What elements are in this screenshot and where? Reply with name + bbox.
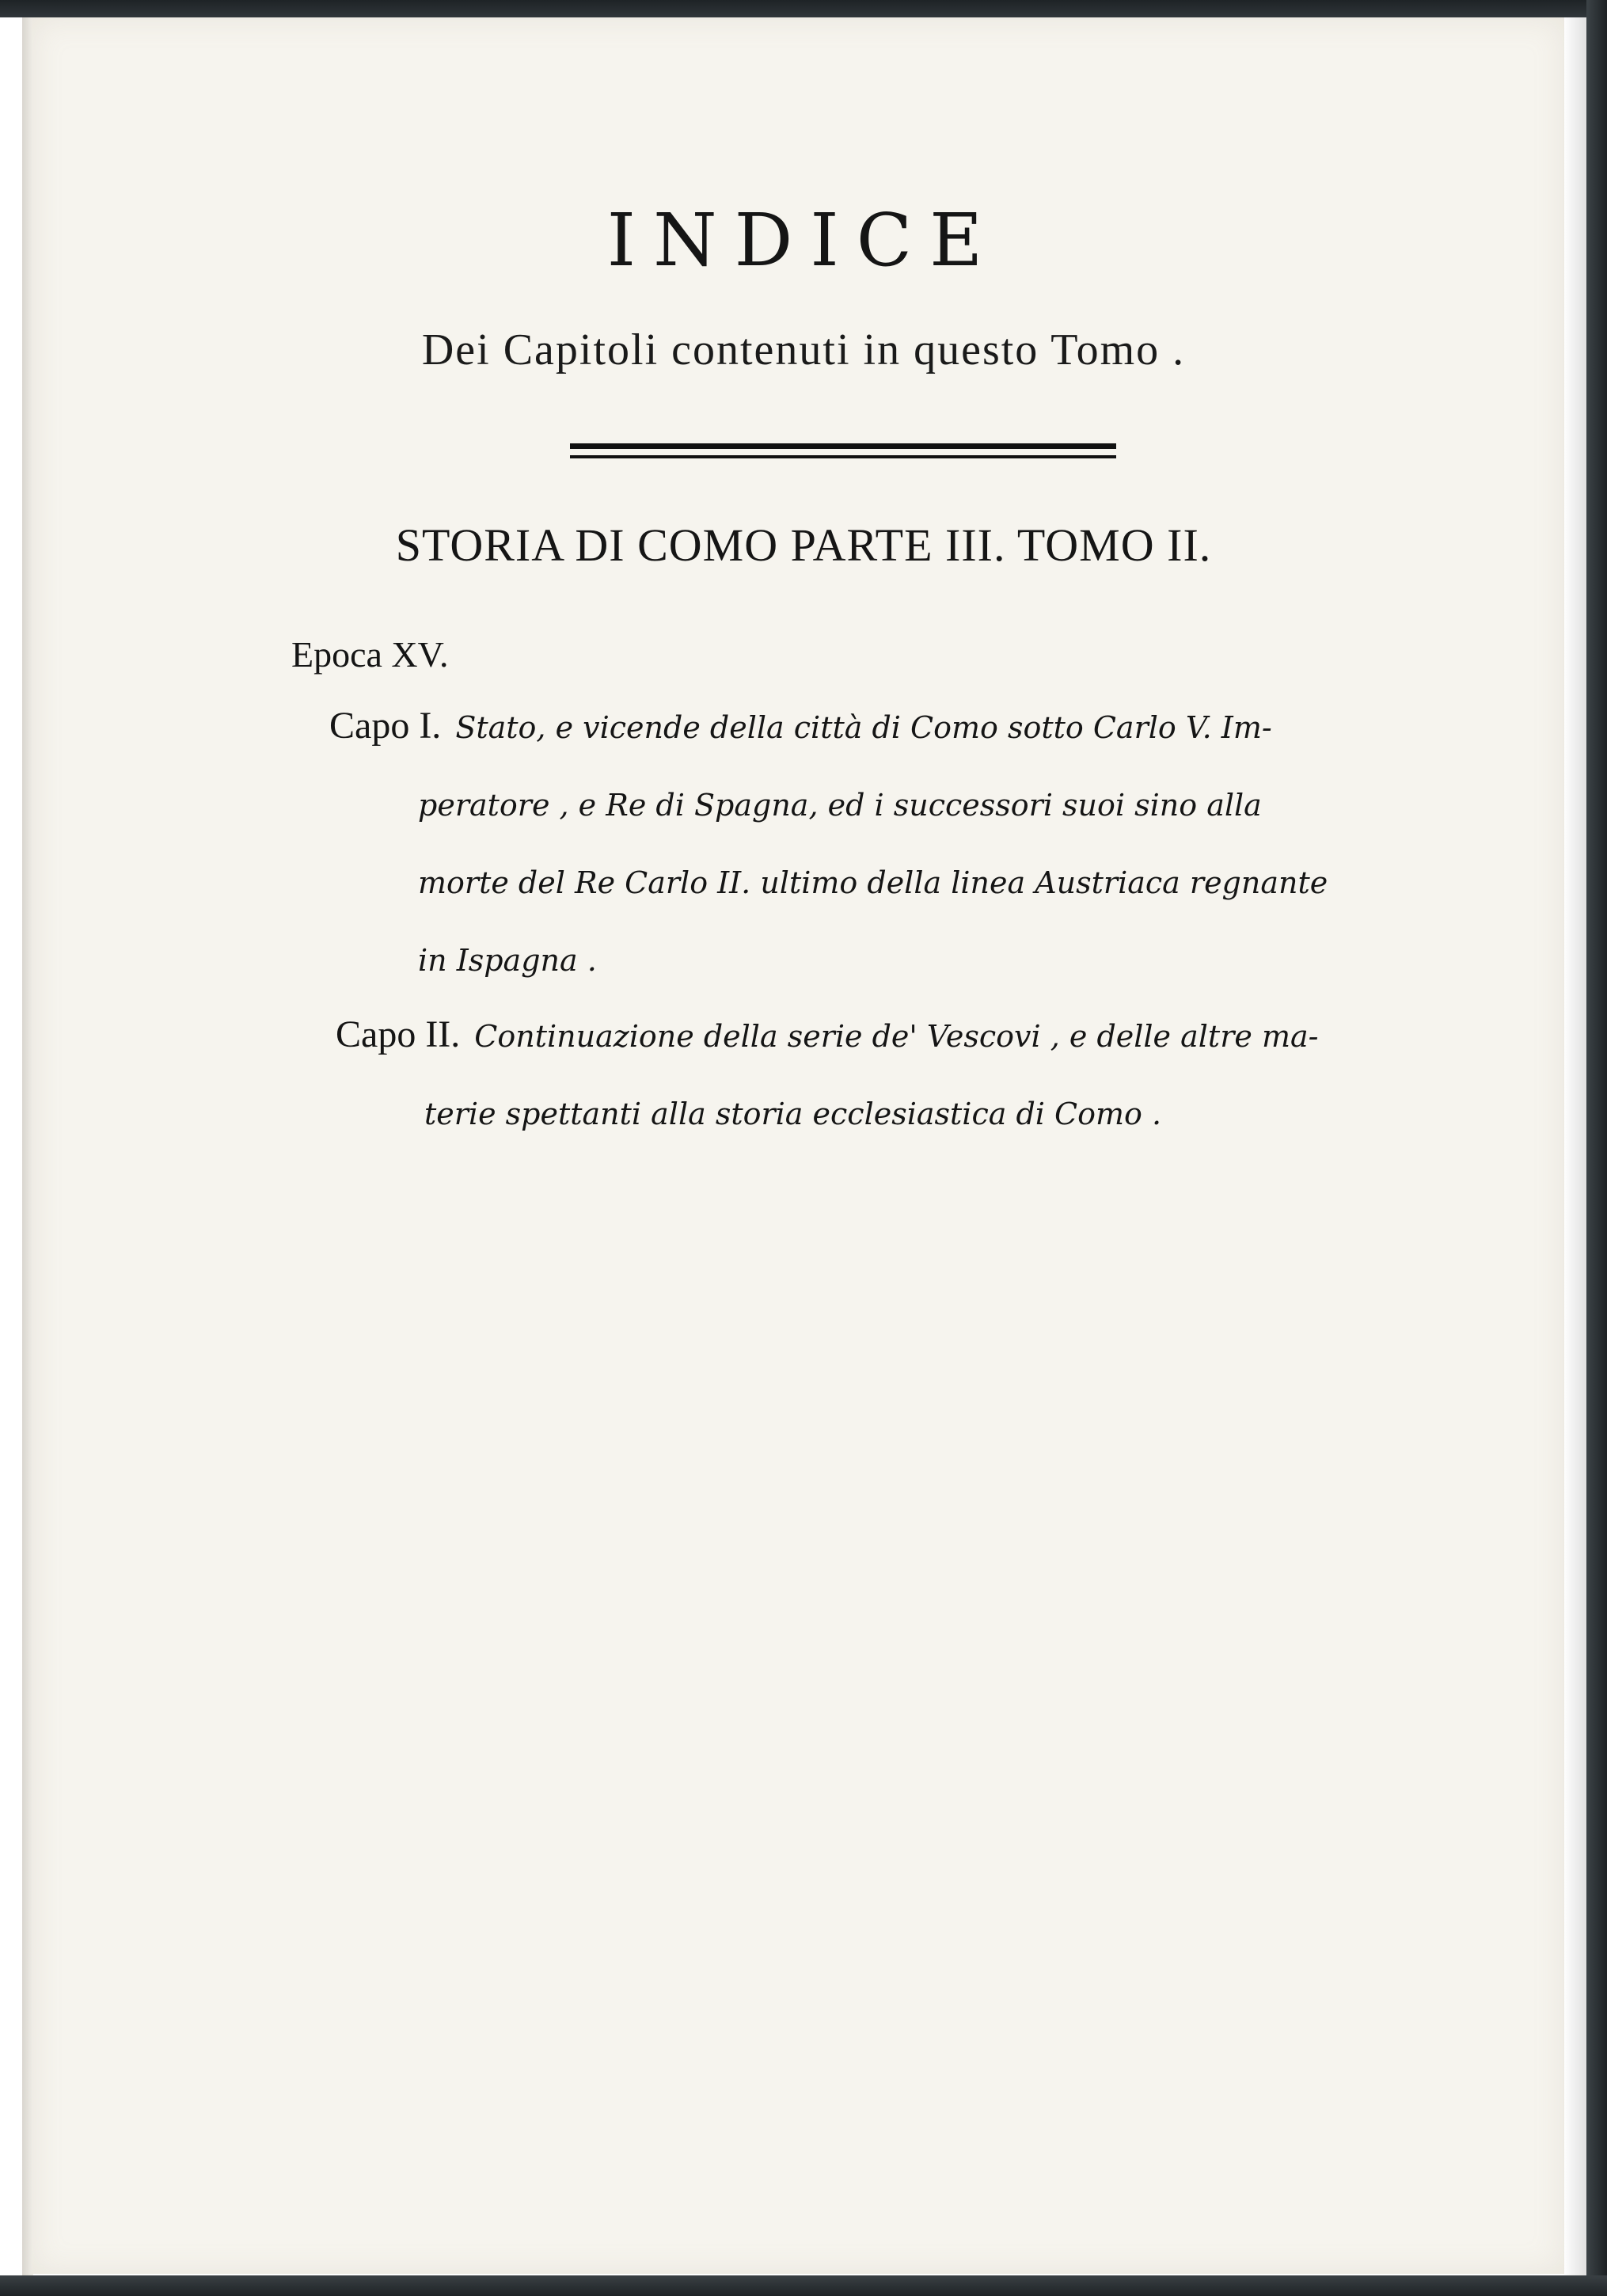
chapter-title-line: morte del Re Carlo II. ultimo della linea Austriaca regnante: [418, 865, 1328, 900]
chapter-label: Capo I.: [329, 705, 442, 747]
section-heading: STORIA DI COMO PARTE III. TOMO II.: [395, 519, 1212, 571]
chapter-title-line: Continuazione della serie de' Vescovi , e delle altre ma-: [474, 1019, 1319, 1054]
chapter-title-line: peratore , e Re di Spagna, ed i successori suoi sino alla: [418, 788, 1262, 823]
chapter-entry: [329, 689, 1328, 999]
scanner-border-top: [0, 0, 1607, 17]
chapter-title-line: Stato, e vicende della città di Como sotto Carlo V. Im-: [455, 710, 1272, 745]
index-subtitle: Dei Capitoli contenuti in questo Tomo .: [421, 325, 1186, 374]
index-title: INDICE: [606, 198, 1001, 283]
chapter-title-line: in Ispagna .: [418, 943, 597, 978]
epoch-heading: Epoca XV.: [291, 634, 449, 675]
double-rule-top: [570, 443, 1116, 449]
scanner-border-bottom: [0, 2275, 1607, 2296]
chapter-title-line: terie spettanti alla storia ecclesiastica di Como .: [424, 1097, 1162, 1131]
chapter-entry: [336, 998, 1318, 1153]
double-rule-bottom: [570, 455, 1116, 458]
chapter-label: Capo II.: [336, 1013, 461, 1055]
